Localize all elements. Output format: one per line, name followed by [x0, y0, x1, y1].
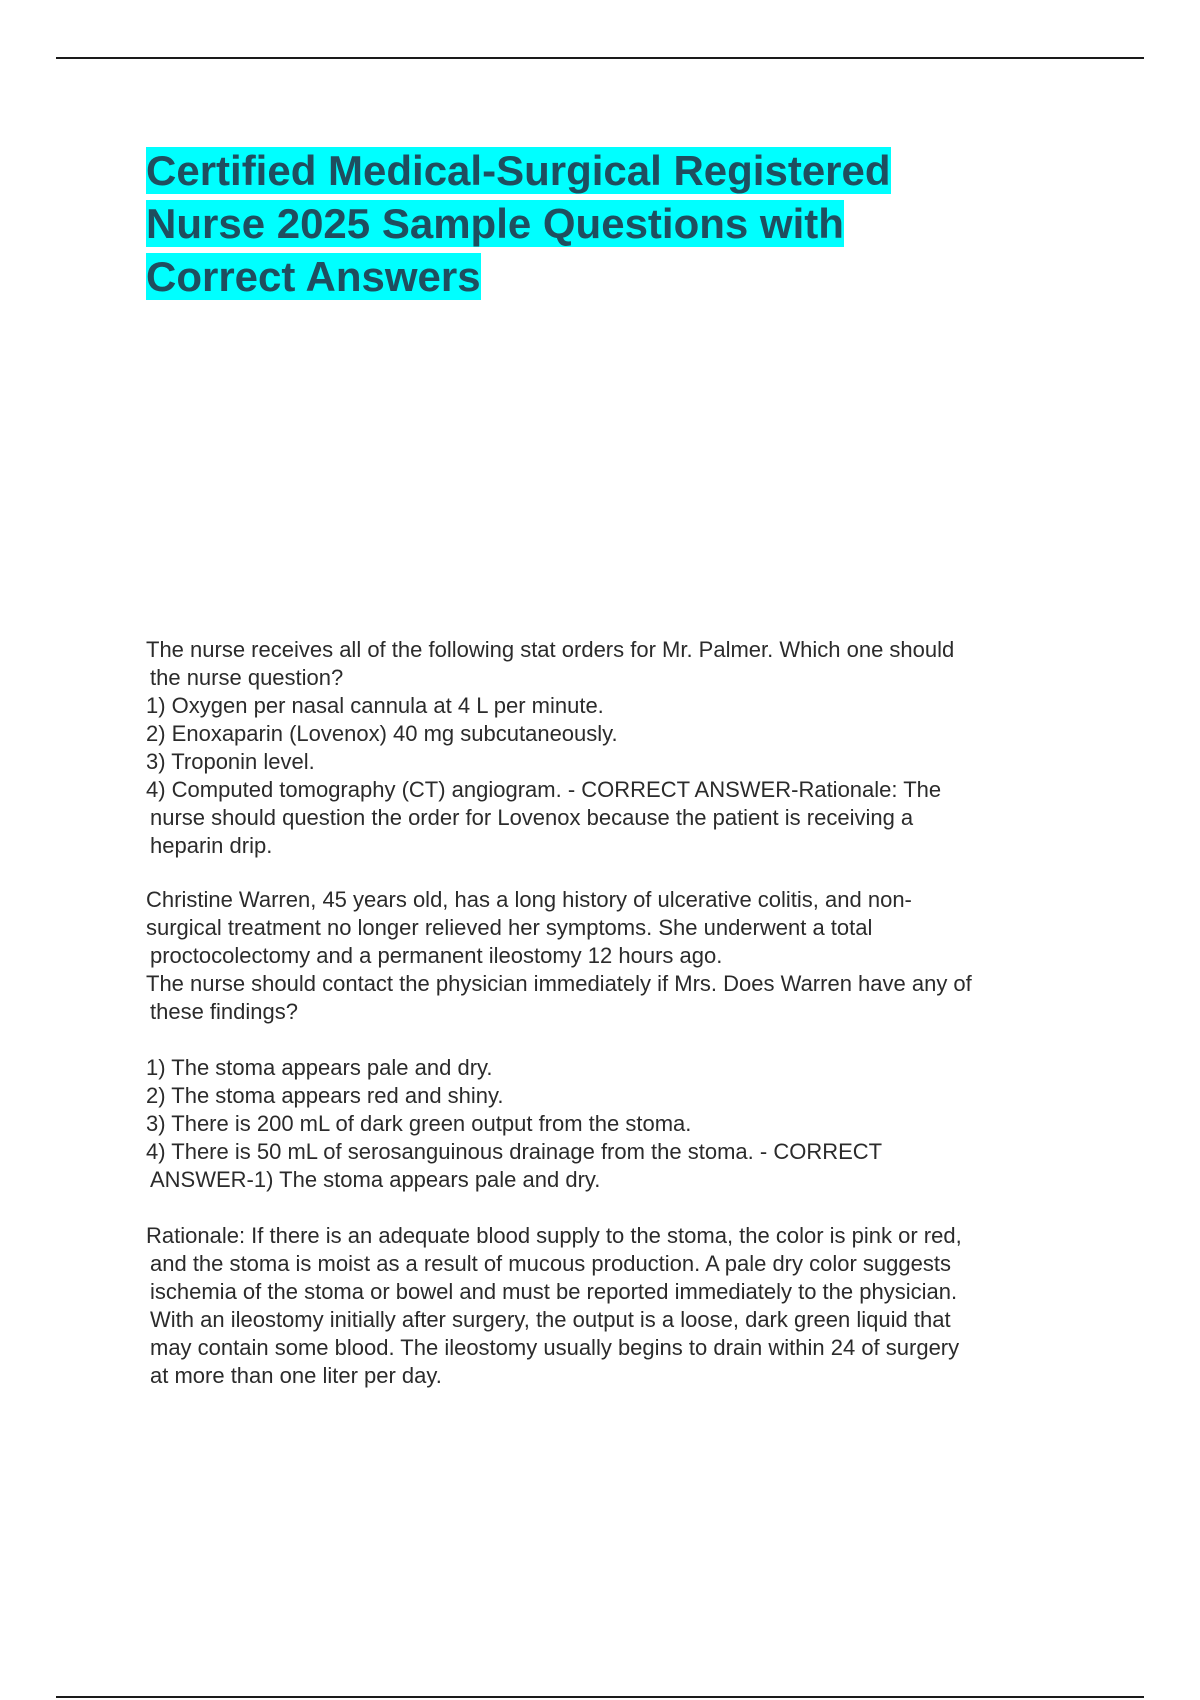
question-2-rationale: [146, 1222, 1086, 1390]
document-title: [146, 144, 1046, 303]
q1-option-1: 1) Oxygen per nasal cannula at 4 L per minute.: [146, 693, 604, 718]
title-line-3: Correct Answers: [146, 253, 481, 300]
question-2-stem: [146, 886, 1086, 1026]
top-rule: [56, 57, 1144, 59]
q1-stem-line-1: The nurse receives all of the following stat orders for Mr. Palmer. Which one should: [146, 637, 955, 662]
q1-stem-line-2: the nurse question?: [150, 665, 344, 690]
q2-stem-line-3: proctocolectomy and a permanent ileostomy 12 hours ago.: [150, 943, 723, 968]
q2-rationale-line-3: ischemia of the stoma or bowel and must be reported immediately to the physician.: [150, 1279, 958, 1304]
q2-stem-line-4: The nurse should contact the physician immediately if Mrs. Does Warren have any of: [146, 971, 972, 996]
q2-option-4: 4) There is 50 mL of serosanguinous drainage from the stoma. - CORRECT: [146, 1139, 883, 1164]
q1-option-2: 2) Enoxaparin (Lovenox) 40 mg subcutaneously.: [146, 721, 618, 746]
bottom-rule: [56, 1696, 1144, 1698]
q2-rationale-line-1: Rationale: If there is an adequate blood supply to the stoma, the color is pink or red,: [146, 1223, 962, 1248]
q2-rationale-line-2: and the stoma is moist as a result of mucous production. A pale dry color suggests: [150, 1251, 951, 1276]
q1-option-4: 4) Computed tomography (CT) angiogram. - CORRECT ANSWER-Rationale: The: [146, 777, 942, 802]
q2-stem-line-2: surgical treatment no longer relieved her symptoms. She underwent a total: [146, 915, 873, 940]
q1-option-3: 3) Troponin level.: [146, 749, 315, 774]
q2-stem-line-5: these findings?: [150, 999, 298, 1024]
q1-rationale-line-1: nurse should question the order for Lovenox because the patient is receiving a: [150, 805, 914, 830]
q2-option-3: 3) There is 200 mL of dark green output from the stoma.: [146, 1111, 692, 1136]
q2-option-2: 2) The stoma appears red and shiny.: [146, 1083, 504, 1108]
question-2-options: [146, 1054, 1086, 1194]
question-1: [146, 636, 1086, 860]
q1-rationale-line-2: heparin drip.: [150, 833, 273, 858]
q2-correct-answer: ANSWER-1) The stoma appears pale and dry.: [150, 1167, 601, 1192]
q2-rationale-line-4: With an ileostomy initially after surgery, the output is a loose, dark green liquid that: [150, 1307, 951, 1332]
title-line-1: Certified Medical-Surgical Registered: [146, 147, 891, 194]
q2-rationale-line-5: may contain some blood. The ileostomy usually begins to drain within 24 of surgery: [150, 1335, 960, 1360]
q2-rationale-line-6: at more than one liter per day.: [150, 1363, 442, 1388]
title-line-2: Nurse 2025 Sample Questions with: [146, 200, 844, 247]
q2-option-1: 1) The stoma appears pale and dry.: [146, 1055, 493, 1080]
q2-stem-line-1: Christine Warren, 45 years old, has a long history of ulcerative colitis, and non-: [146, 887, 912, 912]
